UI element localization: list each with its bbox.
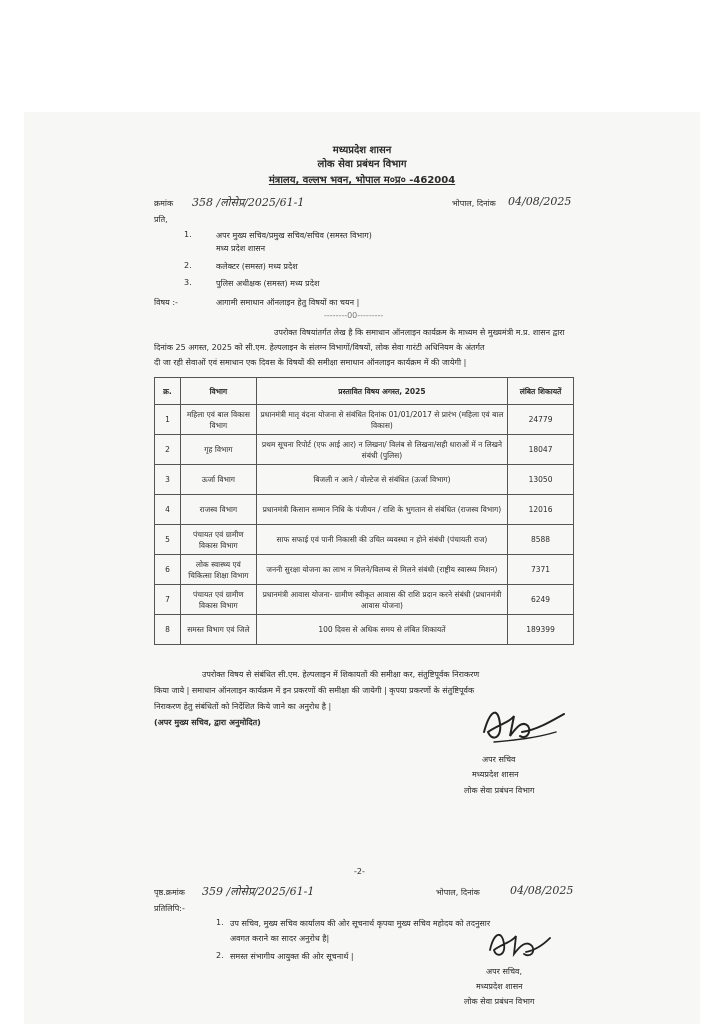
row-subject: बिजली न आने / वोल्टेज से संबंधित (ऊर्जा विभाग): [256, 465, 507, 495]
recipient-line: कलेक्टर (समस्त) मध्य प्रदेश: [216, 262, 298, 271]
header-department: विभाग: [180, 378, 256, 405]
header-subject: प्रस्तावित विषय अगस्त, 2025: [256, 378, 507, 405]
letter-date-label: भोपाल, दिनांक: [452, 199, 496, 208]
to-label: प्रति,: [154, 215, 168, 224]
sig2-government: मध्यप्रदेश शासन: [476, 982, 523, 991]
row-department: समस्त विभाग एवं जिले: [180, 615, 256, 645]
row-subject: प्रधानमंत्री मातृ वंदना योजना से संबंधित दिनांक 01/01/2017 से प्रारंभ (महिला एवं बाल विकास): [256, 405, 507, 435]
closing-line-3: निराकरण हेतु संबंधितों को निर्देशित किये जाने का अनुरोध है |: [154, 702, 332, 711]
row-pending: 12016: [508, 495, 574, 525]
letter-page: [24, 112, 700, 1024]
row-subject: जननी सुरक्षा योजना का लाभ न मिलने/विलम्ब से मिलने संबंधी (राष्ट्रीय स्वास्थ्य मिशन): [256, 555, 507, 585]
row-pending: 7371: [508, 555, 574, 585]
sig1-department: लोक सेवा प्रबंधन विभाग: [464, 786, 535, 795]
sig1-designation: अपर सचिव: [482, 755, 516, 764]
complaints-table: [154, 377, 574, 645]
approval-note: (अपर मुख्य सचिव, द्वारा अनुमोदित): [154, 718, 261, 727]
row-pending: 6249: [508, 585, 574, 615]
row-pending: 24779: [508, 405, 574, 435]
row-serial: 4: [155, 495, 181, 525]
row-department: पंचायत एवं ग्रामीण विकास विभाग: [180, 525, 256, 555]
copy-item-number: 2.: [216, 951, 224, 960]
signature-1: [476, 702, 571, 746]
subject-label: विषय :-: [154, 298, 178, 307]
sig2-designation: अपर सचिव,: [486, 967, 523, 976]
closing-line-1: उपरोक्त विषय से संबंधित सी.एम. हेल्पलाइन में शिकायतों की समीक्षा कर, संतुष्टिपूर्वक निराकरण: [202, 670, 480, 679]
separator: --------00---------: [324, 311, 384, 320]
header-pending: लंबित शिकायतें: [508, 378, 574, 405]
row-department: महिला एवं बाल विकास विभाग: [180, 405, 256, 435]
table-row: [155, 555, 574, 585]
copy-label: प्रतिलिपि:-: [154, 904, 185, 913]
row-subject: प्रथम सूचना रिपोर्ट (एफ आई आर) न लिखना/ विलंब से लिखना/सही धाराओं में न लिखने संबंधी (पुलिस): [256, 435, 507, 465]
header-government: मध्यप्रदेश शासन: [332, 145, 392, 156]
row-serial: 5: [155, 525, 181, 555]
table-row: [155, 525, 574, 555]
row-department: लोक स्वास्थ्य एवं चिकित्सा शिक्षा विभाग: [180, 555, 256, 585]
page-number: -2-: [354, 867, 365, 876]
table-row: [155, 405, 574, 435]
header-department: लोक सेवा प्रबंधन विभाग: [317, 159, 407, 170]
intro-line-2: दिनांक 25 अगस्त, 2025 को सी.एम. हेल्पलाइन के संलग्न विभागों/विषयों, लोक सेवा गारंटी अधिनियम के अंतर्गत: [154, 343, 485, 352]
table-row: [155, 495, 574, 525]
table-row: [155, 435, 574, 465]
row-pending: 189399: [508, 615, 574, 645]
row-department: गृह विभाग: [180, 435, 256, 465]
row-department: पंचायत एवं ग्रामीण विकास विभाग: [180, 585, 256, 615]
signature-2: [484, 926, 554, 960]
header-address: मंत्रालय, वल्लभ भवन, भोपाल म०प्र० -462004: [268, 175, 456, 186]
row-department: राजस्व विभाग: [180, 495, 256, 525]
copy-item-line: समस्त संभागीय आयुक्त की ओर सूचनार्थ |: [230, 952, 354, 961]
table-row: [155, 615, 574, 645]
table-header-row: [155, 378, 574, 405]
endorsement-number-label: पृष्ठ.क्रमांक: [154, 888, 185, 897]
recipient-line: अपर मुख्य सचिव/प्रमुख सचिव/सचिव (समस्त विभाग): [216, 231, 372, 240]
recipient-number: 1.: [184, 230, 192, 239]
row-pending: 18047: [508, 435, 574, 465]
subject-text: आगामी समाधान ऑनलाइन हेतु विषयों का चयन |: [216, 298, 360, 307]
letter-number-value: 358 /लोसेप्र/2025/61-1: [192, 196, 305, 209]
row-serial: 8: [155, 615, 181, 645]
table-row: [155, 465, 574, 495]
recipient-number: 2.: [184, 261, 192, 270]
intro-line-3: दी जा रही सेवाओं एवं समाधान एक दिवस के विषयों की समीक्षा समाधान ऑनलाइन कार्यक्रम में की जायेगी |: [154, 358, 467, 367]
copy-item-line: उप सचिव, मुख्य सचिव कार्यालय की ओर सूचनार्थ कृपया मुख्य सचिव महोदय को तदनुसार: [230, 919, 491, 928]
row-department: ऊर्जा विभाग: [180, 465, 256, 495]
endorsement-number-value: 359 /लोसेप्र/2025/61-1: [202, 885, 315, 898]
letter-date-value: 04/08/2025: [508, 195, 572, 208]
table-row: [155, 585, 574, 615]
row-serial: 2: [155, 435, 181, 465]
row-serial: 3: [155, 465, 181, 495]
letter-number-label: क्रमांक: [154, 199, 174, 208]
recipient-line: मध्य प्रदेश शासन: [216, 244, 266, 253]
row-serial: 7: [155, 585, 181, 615]
recipient-line: पुलिस अधीक्षक (समस्त) मध्य प्रदेश: [216, 279, 320, 288]
row-pending: 8588: [508, 525, 574, 555]
sig1-government: मध्यप्रदेश शासन: [472, 770, 519, 779]
endorsement-date-value: 04/08/2025: [510, 884, 574, 897]
sig2-department: लोक सेवा प्रबंधन विभाग: [464, 997, 535, 1006]
row-serial: 6: [155, 555, 181, 585]
row-serial: 1: [155, 405, 181, 435]
intro-line-1: उपरोक्त विषयांतर्गत लेख है कि समाधान ऑनलाइन कार्यक्रम के माध्यम से मुख्यमंत्री म.प्र. शासन द्वारा: [274, 328, 565, 337]
header-serial: क्र.: [155, 378, 181, 405]
recipient-number: 3.: [184, 278, 192, 287]
endorsement-date-label: भोपाल, दिनांक: [436, 888, 480, 897]
copy-item-line: अवगत कराने का सादर अनुरोध है|: [230, 934, 330, 943]
row-subject: प्रधानमंत्री आवास योजना- ग्रामीण स्वीकृत आवास की राशि प्रदान करने संबंधी (प्रधानमंत्री आवास योजना): [256, 585, 507, 615]
row-subject: 100 दिवस से अधिक समय से लंबित शिकायतें: [256, 615, 507, 645]
closing-line-2: किया जाये | समाधान ऑनलाइन कार्यक्रम में इन प्रकरणों की समीक्षा की जायेगी | कृपया प्रकरणों के संतुष्टिपूर्वक: [154, 686, 475, 695]
row-pending: 13050: [508, 465, 574, 495]
row-subject: प्रधानमंत्री किसान सम्मान निधि के पंजीयन / राशि के भुगतान से संबंधित (राजस्व विभाग): [256, 495, 507, 525]
copy-item-number: 1.: [216, 918, 224, 927]
row-subject: साफ सफाई एवं पानी निकासी की उचित व्यवस्था न होने संबंधी (पंचायती राज): [256, 525, 507, 555]
